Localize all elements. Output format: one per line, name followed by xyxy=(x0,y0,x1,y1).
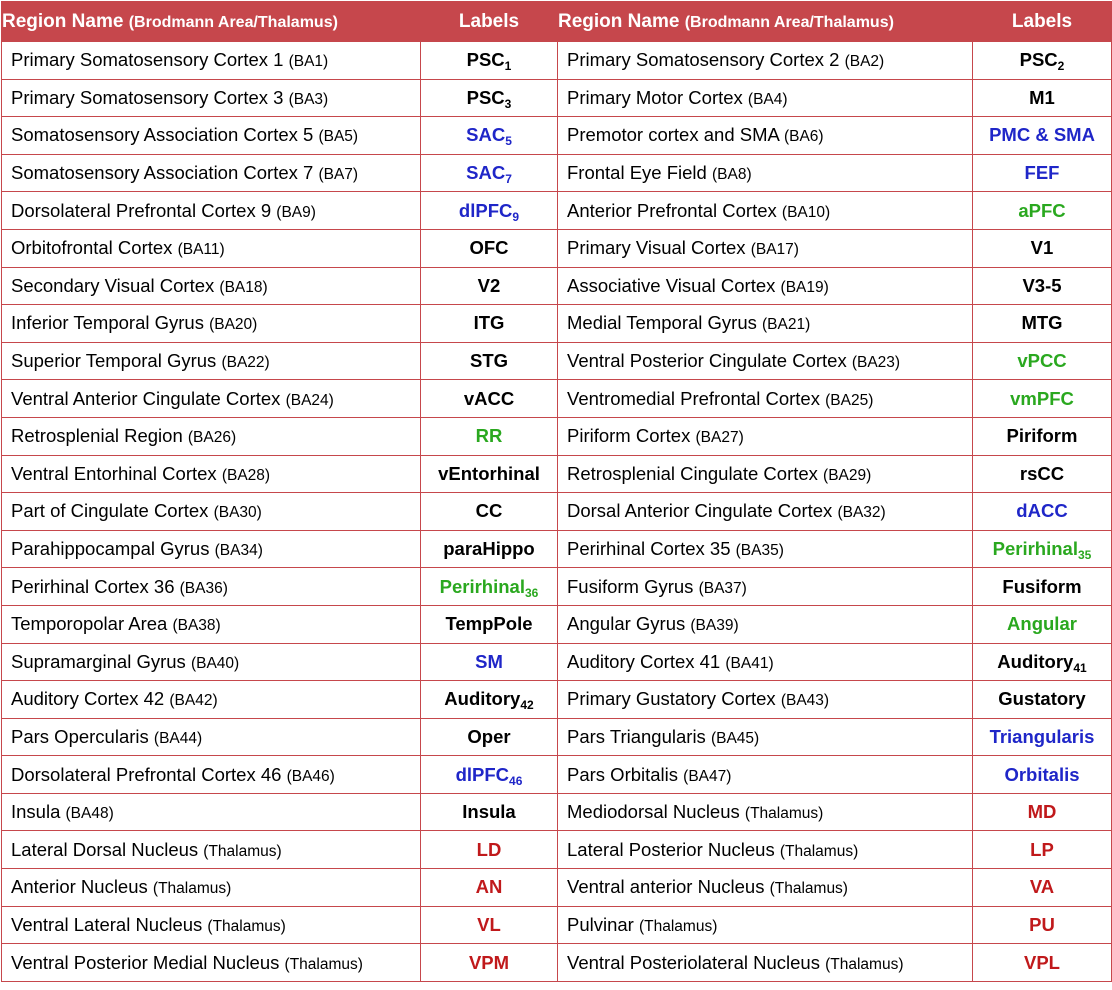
brodmann-area: (Thalamus) xyxy=(825,955,904,973)
brodmann-area: (BA48) xyxy=(65,805,114,823)
table-row xyxy=(2,117,1112,155)
region-label-cell-right xyxy=(973,756,1112,794)
region-name-cell-left xyxy=(2,154,421,192)
region-name: Frontal Eye Field xyxy=(567,162,707,184)
region-name-cell-right xyxy=(558,154,973,192)
region-name: Perirhinal Cortex 35 xyxy=(567,538,731,560)
table-row xyxy=(2,42,1112,80)
brodmann-area: (BA40) xyxy=(190,654,240,672)
region-label-cell-left xyxy=(421,831,558,869)
region-name: Retrosplenial Cingulate Cortex xyxy=(567,462,818,484)
region-name-cell-left xyxy=(2,229,421,267)
region-label: Gustatory xyxy=(998,688,1086,710)
brodmann-area: (BA11) xyxy=(177,241,225,259)
brodmann-area: (BA37) xyxy=(698,579,747,597)
region-label: MTG xyxy=(1021,312,1063,334)
region-name-cell-left xyxy=(2,455,421,493)
region-label-subscript: 41 xyxy=(1073,660,1087,675)
region-label-cell-left xyxy=(421,530,558,568)
region-name-cell-left xyxy=(2,417,421,455)
region-name-cell-left xyxy=(2,831,421,869)
brodmann-area: (BA38) xyxy=(172,617,221,635)
region-label-cell-right xyxy=(973,718,1112,756)
region-label: Triangularis xyxy=(989,725,1095,747)
region-label: Insula xyxy=(462,801,516,823)
region-name-cell-left xyxy=(2,568,421,606)
region-label: dlPFC xyxy=(455,763,510,785)
region-label-cell-left xyxy=(421,417,558,455)
region-name: Piriform Cortex xyxy=(567,425,691,447)
region-name-cell-left xyxy=(2,305,421,343)
brodmann-area: (BA23) xyxy=(851,354,901,372)
region-label-cell-right xyxy=(973,455,1112,493)
region-name-cell-right xyxy=(558,643,973,681)
region-name-cell-right xyxy=(558,229,973,267)
region-name-cell-right xyxy=(558,342,973,380)
region-label-cell-right xyxy=(973,380,1112,418)
region-label: PSC xyxy=(1019,49,1058,71)
region-name-cell-right xyxy=(558,793,973,831)
region-name-cell-left xyxy=(2,944,421,982)
table-row xyxy=(2,380,1112,418)
table-row xyxy=(2,831,1112,869)
table-row xyxy=(2,756,1112,794)
brodmann-area: (BA36) xyxy=(179,579,228,597)
brodmann-area: (Thalamus) xyxy=(284,955,363,973)
table-row xyxy=(2,342,1112,380)
region-name-cell-right xyxy=(558,117,973,155)
region-name-header-subtitle: (Brodmann Area/Thalamus) xyxy=(684,13,894,31)
brodmann-area: (Thalamus) xyxy=(207,917,286,935)
region-name: Lateral Posterior Nucleus xyxy=(567,838,775,860)
region-label: Perirhinal xyxy=(992,538,1078,560)
table-row xyxy=(2,417,1112,455)
region-name-cell-right xyxy=(558,681,973,719)
table-row xyxy=(2,718,1112,756)
region-name-cell-left xyxy=(2,605,421,643)
brodmann-area: (BA25) xyxy=(825,391,874,409)
table-body xyxy=(2,42,1112,982)
region-label-cell-left xyxy=(421,267,558,305)
brodmann-area: (BA4) xyxy=(747,90,788,108)
brodmann-area: (Thalamus) xyxy=(769,880,848,898)
region-label: VL xyxy=(477,913,501,935)
region-name-cell-right xyxy=(558,756,973,794)
region-name: Ventral anterior Nucleus xyxy=(567,876,765,898)
region-label: RR xyxy=(475,425,503,447)
region-label-cell-left xyxy=(421,229,558,267)
brodmann-area: (BA27) xyxy=(695,429,744,447)
region-name-cell-left xyxy=(2,42,421,80)
region-label-cell-right xyxy=(973,869,1112,907)
brodmann-area: (BA45) xyxy=(710,729,760,747)
region-label: M1 xyxy=(1029,86,1055,108)
table-row xyxy=(2,643,1112,681)
region-label: MD xyxy=(1027,801,1057,823)
region-label-cell-left xyxy=(421,305,558,343)
brodmann-area: (BA17) xyxy=(750,241,799,259)
region-name: Dorsolateral Prefrontal Cortex 46 xyxy=(11,763,282,785)
region-label: Orbitalis xyxy=(1004,763,1080,785)
brodmann-area: (BA3) xyxy=(288,90,329,108)
brodmann-area: (BA7) xyxy=(318,166,359,184)
region-label-cell-left xyxy=(421,756,558,794)
brodmann-area: (BA34) xyxy=(214,542,263,560)
region-label: VPL xyxy=(1024,951,1060,973)
brodmann-area: (BA10) xyxy=(781,203,831,221)
table-row xyxy=(2,192,1112,230)
region-name-cell-right xyxy=(558,380,973,418)
region-label: PU xyxy=(1029,913,1055,935)
region-label-cell-left xyxy=(421,568,558,606)
region-name: Primary Motor Cortex xyxy=(567,86,743,108)
region-name: Associative Visual Cortex xyxy=(567,274,776,296)
region-label-cell-right xyxy=(973,154,1112,192)
brodmann-area: (BA26) xyxy=(187,429,237,447)
region-label-cell-left xyxy=(421,681,558,719)
region-label-cell-left xyxy=(421,718,558,756)
region-name: Primary Somatosensory Cortex 1 xyxy=(11,49,284,71)
region-name: Secondary Visual Cortex xyxy=(11,274,215,296)
region-name: Primary Gustatory Cortex xyxy=(567,688,776,710)
region-name-cell-left xyxy=(2,530,421,568)
region-label-cell-right xyxy=(973,192,1112,230)
brodmann-area: (Thalamus) xyxy=(203,842,282,860)
region-label: Auditory xyxy=(444,688,521,710)
table-row xyxy=(2,154,1112,192)
region-name: Dorsolateral Prefrontal Cortex 9 xyxy=(11,199,272,221)
region-label: paraHippo xyxy=(443,538,535,560)
region-name-header-title: Region Name xyxy=(2,10,124,32)
region-label-subscript: 46 xyxy=(509,773,523,788)
region-label: vmPFC xyxy=(1010,387,1074,409)
table-row xyxy=(2,493,1112,531)
region-label: V2 xyxy=(477,274,501,296)
table-row xyxy=(2,79,1112,117)
brain-region-table xyxy=(1,1,1112,982)
region-label-cell-left xyxy=(421,869,558,907)
table-row xyxy=(2,305,1112,343)
brodmann-area: (BA47) xyxy=(683,767,732,785)
region-name-cell-right xyxy=(558,718,973,756)
region-name-cell-left xyxy=(2,681,421,719)
region-name-header-title: Region Name xyxy=(558,10,680,32)
region-name: Ventral Anterior Cingulate Cortex xyxy=(11,387,281,409)
brodmann-area: (BA8) xyxy=(711,166,752,184)
brodmann-area: (BA39) xyxy=(690,617,739,635)
region-name: Primary Visual Cortex xyxy=(567,237,746,259)
region-name-cell-left xyxy=(2,117,421,155)
brodmann-area: (BA9) xyxy=(276,203,316,221)
table-row xyxy=(2,455,1112,493)
region-label-cell-left xyxy=(421,944,558,982)
region-name: Part of Cingulate Cortex xyxy=(11,500,209,522)
region-label: FEF xyxy=(1024,162,1060,184)
region-name-cell-left xyxy=(2,493,421,531)
region-label-cell-right xyxy=(973,568,1112,606)
region-label-cell-right xyxy=(973,906,1112,944)
region-label-subscript: 5 xyxy=(505,134,512,149)
region-name: Pulvinar xyxy=(567,913,634,935)
region-label: PSC xyxy=(466,86,505,108)
region-label: Fusiform xyxy=(1002,575,1082,597)
region-label-cell-right xyxy=(973,681,1112,719)
region-name: Pars Triangularis xyxy=(567,725,706,747)
region-name: Auditory Cortex 42 xyxy=(11,688,165,710)
region-label-cell-left xyxy=(421,493,558,531)
region-name: Perirhinal Cortex 36 xyxy=(11,575,175,597)
region-name-cell-right xyxy=(558,530,973,568)
region-name: Auditory Cortex 41 xyxy=(567,650,721,672)
region-label-subscript: 9 xyxy=(512,209,520,224)
region-name: Premotor cortex and SMA xyxy=(567,124,779,146)
region-name: Superior Temporal Gyrus xyxy=(11,350,217,372)
region-label: Piriform xyxy=(1006,425,1078,447)
brodmann-area: (BA19) xyxy=(780,278,829,296)
table-row xyxy=(2,906,1112,944)
table-row xyxy=(2,681,1112,719)
region-label-cell-left xyxy=(421,342,558,380)
region-label: vEntorhinal xyxy=(438,462,540,484)
region-name-cell-right xyxy=(558,568,973,606)
region-name-cell-right xyxy=(558,267,973,305)
region-name-cell-left xyxy=(2,756,421,794)
region-label-cell-left xyxy=(421,192,558,230)
region-label: LD xyxy=(476,838,502,860)
region-label-cell-right xyxy=(973,643,1112,681)
region-label-cell-right xyxy=(973,229,1112,267)
brodmann-area: (BA24) xyxy=(285,391,334,409)
table-row xyxy=(2,605,1112,643)
region-label: LP xyxy=(1030,838,1054,860)
brodmann-area: (Thalamus) xyxy=(152,880,232,898)
header-row xyxy=(2,2,1112,42)
region-label: Angular xyxy=(1007,613,1077,635)
table-row xyxy=(2,944,1112,982)
region-label: AN xyxy=(475,876,503,898)
region-label: SAC xyxy=(466,162,506,184)
brodmann-area: (BA28) xyxy=(221,466,271,484)
region-name: Ventral Posterior Cingulate Cortex xyxy=(567,350,847,372)
region-label-cell-right xyxy=(973,305,1112,343)
region-name: Pars Orbitalis xyxy=(567,763,679,785)
region-label-cell-left xyxy=(421,154,558,192)
table-row xyxy=(2,869,1112,907)
region-label-cell-right xyxy=(973,530,1112,568)
region-label-cell-right xyxy=(973,944,1112,982)
region-label-cell-right xyxy=(973,42,1112,80)
region-label: ITG xyxy=(473,312,505,334)
brodmann-area: (BA6) xyxy=(783,128,824,146)
region-label: Oper xyxy=(467,725,511,747)
region-label-subscript: 3 xyxy=(504,96,512,111)
brodmann-area: (BA42) xyxy=(169,692,218,710)
region-name-cell-right xyxy=(558,42,973,80)
region-name: Ventromedial Prefrontal Cortex xyxy=(567,387,820,409)
region-label: STG xyxy=(469,350,509,372)
brodmann-area: (Thalamus) xyxy=(638,917,718,935)
region-label-cell-right xyxy=(973,267,1112,305)
region-label-cell-left xyxy=(421,906,558,944)
brodmann-area: (BA32) xyxy=(837,504,886,522)
brodmann-area: (BA41) xyxy=(725,654,774,672)
region-label: vACC xyxy=(463,387,515,409)
region-name: Somatosensory Association Cortex 5 xyxy=(11,124,314,146)
region-name-header-subtitle: (Brodmann Area/Thalamus) xyxy=(128,13,338,31)
region-name: Dorsal Anterior Cingulate Cortex xyxy=(567,500,833,522)
region-label-cell-left xyxy=(421,643,558,681)
region-label-subscript: 2 xyxy=(1057,59,1065,74)
region-name-cell-left xyxy=(2,192,421,230)
table-header xyxy=(2,2,1112,42)
brodmann-area: (BA29) xyxy=(823,466,872,484)
region-label: VA xyxy=(1029,876,1055,898)
region-name: Supramarginal Gyrus xyxy=(11,650,186,672)
brodmann-area: (BA5) xyxy=(318,128,359,146)
region-name-cell-left xyxy=(2,869,421,907)
region-label: OFC xyxy=(469,237,509,259)
region-label: TempPole xyxy=(445,613,533,635)
region-label-cell-left xyxy=(421,117,558,155)
region-label: CC xyxy=(475,500,503,522)
region-name: Primary Somatosensory Cortex 3 xyxy=(11,86,284,108)
region-name-cell-right xyxy=(558,192,973,230)
region-label-cell-left xyxy=(421,793,558,831)
region-label-subscript: 35 xyxy=(1077,548,1092,563)
region-name-cell-left xyxy=(2,906,421,944)
region-name-cell-right xyxy=(558,305,973,343)
region-label-subscript: 1 xyxy=(504,59,512,74)
region-name-cell-right xyxy=(558,944,973,982)
region-label-cell-left xyxy=(421,42,558,80)
region-label-cell-right xyxy=(973,342,1112,380)
region-label-subscript: 42 xyxy=(520,698,534,713)
region-name-cell-left xyxy=(2,342,421,380)
region-label-cell-right xyxy=(973,417,1112,455)
brodmann-area: (Thalamus) xyxy=(744,805,824,823)
brodmann-area: (BA18) xyxy=(219,278,268,296)
labels-header-right: Labels xyxy=(973,2,1112,42)
region-label: vPCC xyxy=(1017,350,1067,372)
brodmann-area: (BA30) xyxy=(213,504,262,522)
region-name-cell-right xyxy=(558,79,973,117)
region-label-cell-left xyxy=(421,380,558,418)
region-name: Anterior Prefrontal Cortex xyxy=(567,199,777,221)
region-label: V3-5 xyxy=(1022,274,1062,296)
region-name-cell-right xyxy=(558,605,973,643)
region-name: Orbitofrontal Cortex xyxy=(11,237,173,259)
region-label-cell-right xyxy=(973,605,1112,643)
region-label: Perirhinal xyxy=(439,575,525,597)
region-name-cell-left xyxy=(2,718,421,756)
region-label-cell-left xyxy=(421,79,558,117)
region-name: Medial Temporal Gyrus xyxy=(567,312,757,334)
region-name: Insula xyxy=(11,801,61,823)
region-name: Mediodorsal Nucleus xyxy=(567,801,740,823)
table-row xyxy=(2,267,1112,305)
region-name-cell-right xyxy=(558,831,973,869)
brodmann-area: (BA20) xyxy=(209,316,258,334)
brodmann-area: (BA21) xyxy=(762,316,811,334)
region-label: VPM xyxy=(468,951,510,973)
region-name-cell-left xyxy=(2,267,421,305)
region-label: dlPFC xyxy=(458,199,513,221)
brodmann-area: (BA43) xyxy=(780,692,830,710)
region-name: Primary Somatosensory Cortex 2 xyxy=(567,49,840,71)
region-label-subscript: 7 xyxy=(505,172,512,187)
brodmann-area: (BA44) xyxy=(153,729,203,747)
region-name: Parahippocampal Gyrus xyxy=(11,538,210,560)
table-row xyxy=(2,793,1112,831)
region-name: Ventral Posteriolateral Nucleus xyxy=(567,951,820,973)
region-label: SAC xyxy=(466,124,506,146)
labels-header-left: Labels xyxy=(421,2,558,42)
region-label: PMC & SMA xyxy=(989,124,1095,146)
region-label: V1 xyxy=(1030,237,1054,259)
region-label: SM xyxy=(475,650,503,672)
region-name: Pars Opercularis xyxy=(11,725,149,747)
region-name-cell-left xyxy=(2,643,421,681)
region-label-cell-right xyxy=(973,79,1112,117)
region-label-cell-right xyxy=(973,117,1112,155)
region-name: Ventral Posterior Medial Nucleus xyxy=(11,951,280,973)
region-label: rsCC xyxy=(1019,462,1065,484)
brodmann-area: (BA1) xyxy=(288,53,329,71)
region-name: Retrosplenial Region xyxy=(11,425,183,447)
table-row xyxy=(2,530,1112,568)
region-name: Lateral Dorsal Nucleus xyxy=(11,838,199,860)
region-name-cell-right xyxy=(558,906,973,944)
region-name-header-right xyxy=(558,2,973,42)
region-name-cell-right xyxy=(558,417,973,455)
brodmann-area: (BA46) xyxy=(286,767,335,785)
region-name: Anterior Nucleus xyxy=(11,876,148,898)
brodmann-area: (Thalamus) xyxy=(779,842,859,860)
brodmann-area: (BA35) xyxy=(735,542,784,560)
region-label-cell-right xyxy=(973,493,1112,531)
table-row xyxy=(2,229,1112,267)
region-name: Ventral Lateral Nucleus xyxy=(11,913,203,935)
region-name: Inferior Temporal Gyrus xyxy=(11,312,204,334)
region-name-cell-right xyxy=(558,869,973,907)
region-label-subscript: 36 xyxy=(524,585,539,600)
brodmann-area: (BA22) xyxy=(221,354,270,372)
region-label: PSC xyxy=(466,49,505,71)
region-name: Somatosensory Association Cortex 7 xyxy=(11,162,314,184)
region-label-cell-left xyxy=(421,455,558,493)
region-label-cell-right xyxy=(973,831,1112,869)
region-name-cell-left xyxy=(2,79,421,117)
region-label-cell-left xyxy=(421,605,558,643)
region-name-cell-left xyxy=(2,380,421,418)
region-name: Fusiform Gyrus xyxy=(567,575,694,597)
region-name: Angular Gyrus xyxy=(567,613,686,635)
region-label: dACC xyxy=(1016,500,1068,522)
region-label-cell-right xyxy=(973,793,1112,831)
region-name: Temporopolar Area xyxy=(11,613,168,635)
region-name-header-left xyxy=(2,2,421,42)
region-name-cell-right xyxy=(558,493,973,531)
region-name-cell-right xyxy=(558,455,973,493)
region-name-cell-left xyxy=(2,793,421,831)
brodmann-area: (BA2) xyxy=(844,53,885,71)
region-label: aPFC xyxy=(1018,199,1066,221)
table-row xyxy=(2,568,1112,606)
region-label: Auditory xyxy=(997,650,1074,672)
region-name: Ventral Entorhinal Cortex xyxy=(11,462,217,484)
